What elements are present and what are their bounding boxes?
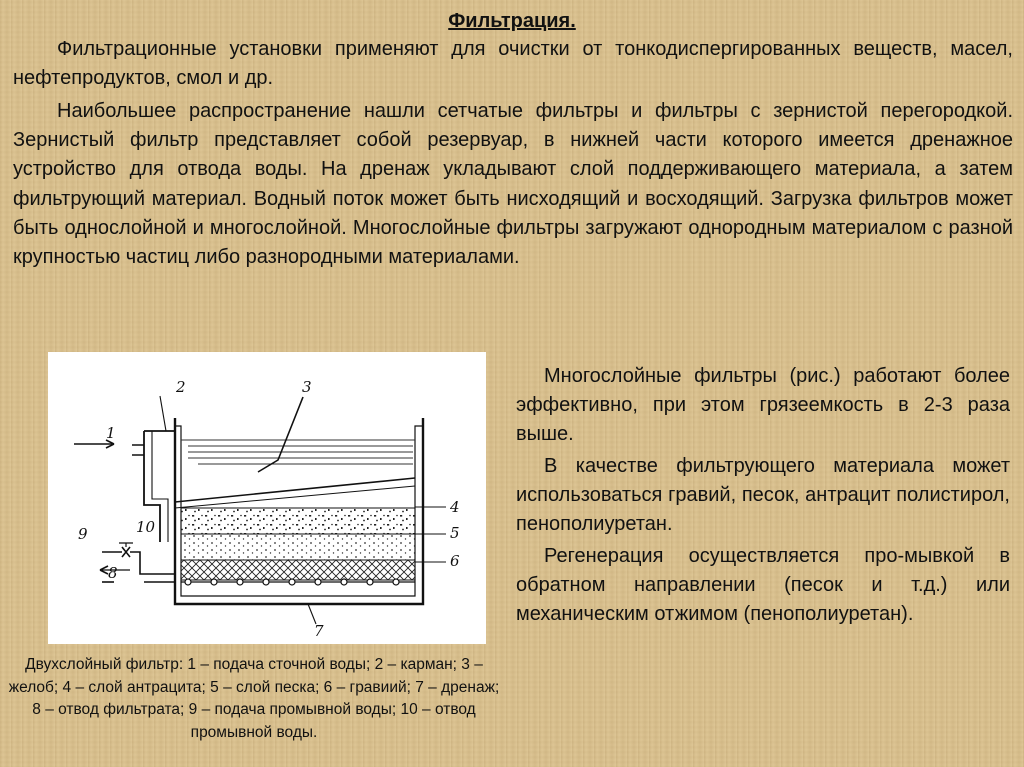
right-paragraph-2: В качестве фильтрующего материала может использоваться гравий, песок, антрацит полистирол, пенополиуретан. bbox=[516, 455, 1010, 535]
anthracite-layer bbox=[181, 508, 415, 534]
gravel-layer bbox=[181, 560, 415, 580]
page-title: Фильтрация. bbox=[448, 10, 576, 32]
label-3: 3 bbox=[302, 378, 312, 396]
right-paragraph-3: Регенерация осуществляется про-мывкой в обратном направлении (песок и т.д.) или механическим отжимом (пенополиуретан). bbox=[516, 545, 1010, 625]
label-9: 9 bbox=[78, 525, 88, 543]
label-10: 10 bbox=[136, 518, 156, 536]
label-6: 6 bbox=[450, 552, 460, 570]
right-column bbox=[516, 362, 1010, 629]
label-1: 1 bbox=[106, 424, 116, 442]
filter-diagram bbox=[48, 352, 486, 644]
label-2: 2 bbox=[176, 378, 186, 396]
main-paragraph: Наибольшее распространение нашли сетчатые фильтры и фильтры с зернистой перегородкой. Зернистый фильтр представляет собой резервуар, в нижней части которого имеется дренажное устройство для отвода воды. На дренаж укладывают слой поддерживающего материала, а затем фильтрующий материал. Водный поток может быть нисходящий и восходящий. Загрузка фильтров может быть однослойной и многослойной. Многослойные фильтры загружают однородным материалом с разной крупностью частиц либо разнородными материалами. bbox=[13, 100, 1013, 269]
water-level bbox=[181, 440, 415, 464]
inlet-pipe bbox=[74, 440, 144, 455]
label-4: 4 bbox=[450, 498, 460, 516]
label-5: 5 bbox=[450, 524, 460, 542]
label-7: 7 bbox=[314, 622, 324, 640]
sand-layer bbox=[181, 534, 415, 560]
label-8: 8 bbox=[108, 564, 118, 582]
intro-paragraph: Фильтрационные установки применяют для очистки от тонкодиспергированных веществ, масел, нефтепродуктов, смол и др. bbox=[13, 38, 1013, 90]
figure-caption: Двухслойный фильтр: 1 – подача сточной воды; 2 – карман; 3 – желоб; 4 – слой антрацита; 5 – слой песка; 6 – гравиий; 7 – дренаж; 8 – отвод фильтрата; 9 – подача промывной воды; 10 – отвод промывной воды. bbox=[8, 656, 500, 742]
right-paragraph-1: Многослойные фильтры (рис.) работают более эффективно, при этом грязеемкость в 2-3 раза выше. bbox=[516, 365, 1010, 445]
